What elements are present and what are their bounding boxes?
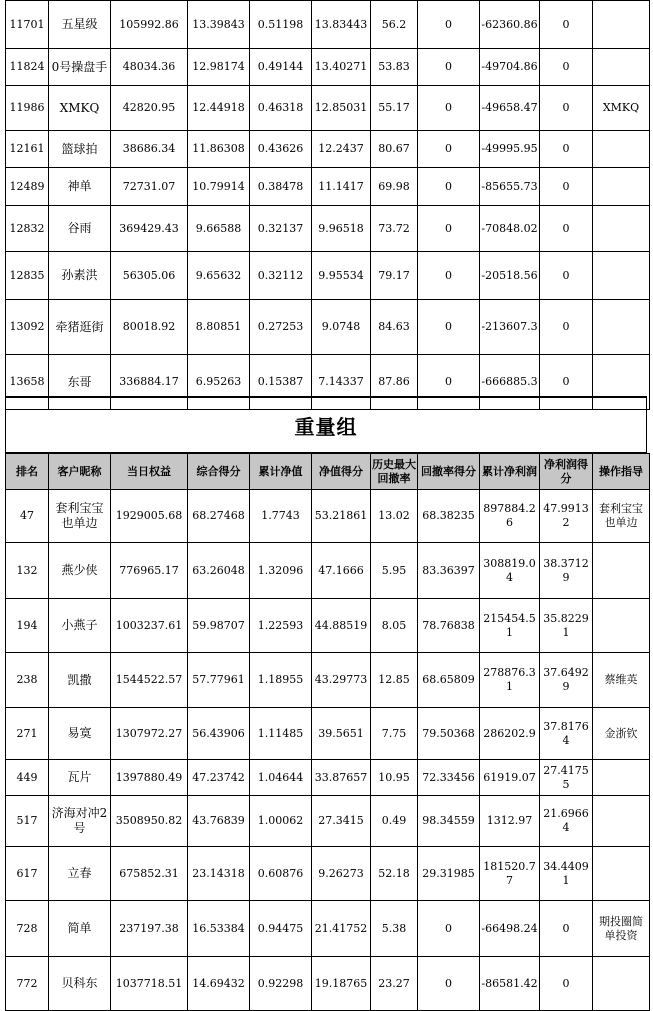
cell-equity: 675852.31	[111, 847, 188, 901]
cell-net-value-score: 12.2437	[312, 131, 371, 168]
cell-total-score: 12.44918	[188, 86, 250, 131]
cell-rank: 617	[6, 847, 49, 901]
table-row	[6, 206, 650, 252]
cell-profit-score: 0	[540, 901, 593, 957]
cell-net-value: 0.27253	[250, 300, 312, 355]
cell-max-drawdown: 79.17	[371, 252, 418, 300]
cell-guidance	[593, 252, 650, 300]
cell-net-value: 1.00062	[250, 796, 312, 847]
cell-guidance: XMKQ	[593, 86, 650, 131]
table-row	[6, 901, 650, 957]
table-row	[6, 131, 650, 168]
cell-net-value-score: 39.5651	[312, 708, 371, 760]
cell-net-value: 0.92298	[250, 957, 312, 1011]
cell-net-value-score: 47.1666	[312, 543, 371, 599]
cell-max-drawdown: 55.17	[371, 86, 418, 131]
cell-rank: 12835	[6, 252, 49, 300]
table-row	[6, 300, 650, 355]
cell-total-score: 13.39843	[188, 1, 250, 49]
cell-total-score: 10.79914	[188, 168, 250, 206]
cell-net-value-score: 9.96518	[312, 206, 371, 252]
cell-net-value-score: 9.95534	[312, 252, 371, 300]
cell-rank: 11986	[6, 86, 49, 131]
cell-net-value: 1.18955	[250, 653, 312, 708]
cell-nickname: 凯撒	[49, 653, 111, 708]
cell-guidance: 期投圈简单投资	[593, 901, 650, 957]
cell-net-profit: -20518.56	[480, 252, 540, 300]
cell-net-value: 0.94475	[250, 901, 312, 957]
cell-net-value: 0.38478	[250, 168, 312, 206]
cell-guidance	[593, 760, 650, 796]
cell-net-value-score: 11.1417	[312, 168, 371, 206]
cell-drawdown-score: 0	[418, 1, 480, 49]
cell-profit-score: 0	[540, 206, 593, 252]
cell-rank: 194	[6, 599, 49, 653]
cell-equity: 80018.92	[111, 300, 188, 355]
cell-guidance	[593, 599, 650, 653]
cell-guidance	[593, 1, 650, 49]
cell-nickname: 小燕子	[49, 599, 111, 653]
cell-rank: 271	[6, 708, 49, 760]
cell-rank: 47	[6, 490, 49, 543]
cell-nickname: 0号操盘手	[49, 49, 111, 86]
cell-total-score: 8.80851	[188, 300, 250, 355]
cell-net-profit: -62360.86	[480, 1, 540, 49]
cell-net-value-score: 9.0748	[312, 300, 371, 355]
cell-equity: 1397880.49	[111, 760, 188, 796]
cell-drawdown-score: 78.76838	[418, 599, 480, 653]
cell-rank: 517	[6, 796, 49, 847]
cell-rank: 728	[6, 901, 49, 957]
header-max-drawdown: 历史最大回撤率	[371, 454, 418, 490]
cell-total-score: 43.76839	[188, 796, 250, 847]
cell-drawdown-score: 83.36397	[418, 543, 480, 599]
cell-net-value-score: 43.29773	[312, 653, 371, 708]
cell-guidance	[593, 168, 650, 206]
cell-nickname: 神单	[49, 168, 111, 206]
cell-net-value: 0.51198	[250, 1, 312, 49]
ranking-table-upper	[5, 0, 650, 410]
cell-equity: 48034.36	[111, 49, 188, 86]
cell-equity: 38686.34	[111, 131, 188, 168]
cell-equity: 1037718.51	[111, 957, 188, 1011]
header-rank: 排名	[6, 454, 49, 490]
cell-equity: 3508950.82	[111, 796, 188, 847]
cell-total-score: 12.98174	[188, 49, 250, 86]
cell-drawdown-score: 0	[418, 300, 480, 355]
header-total-score: 综合得分	[188, 454, 250, 490]
cell-profit-score: 0	[540, 168, 593, 206]
ranking-table-heavy-group	[5, 453, 650, 1011]
cell-total-score: 59.98707	[188, 599, 250, 653]
cell-guidance	[593, 796, 650, 847]
cell-guidance	[593, 543, 650, 599]
cell-net-value: 1.32096	[250, 543, 312, 599]
table-row	[6, 847, 650, 901]
cell-nickname: 易寞	[49, 708, 111, 760]
cell-guidance: 蔡维英	[593, 653, 650, 708]
cell-profit-score: 0	[540, 49, 593, 86]
header-guidance: 操作指导	[593, 454, 650, 490]
cell-net-profit: -86581.42	[480, 957, 540, 1011]
cell-guidance	[593, 49, 650, 86]
table-row	[6, 708, 650, 760]
table-row	[6, 599, 650, 653]
cell-net-profit: 308819.04	[480, 543, 540, 599]
table-row	[6, 957, 650, 1011]
cell-max-drawdown: 7.75	[371, 708, 418, 760]
cell-net-value: 0.49144	[250, 49, 312, 86]
cell-equity: 105992.86	[111, 1, 188, 49]
header-net-profit: 累计净利润	[480, 454, 540, 490]
cell-max-drawdown: 69.98	[371, 168, 418, 206]
cell-net-value: 0.43626	[250, 131, 312, 168]
header-nickname: 客户昵称	[49, 454, 111, 490]
cell-max-drawdown: 5.95	[371, 543, 418, 599]
cell-profit-score: 27.41755	[540, 760, 593, 796]
cell-net-profit: -49704.86	[480, 49, 540, 86]
cell-max-drawdown: 80.67	[371, 131, 418, 168]
cell-max-drawdown: 5.38	[371, 901, 418, 957]
cell-profit-score: 47.99132	[540, 490, 593, 543]
cell-max-drawdown: 12.85	[371, 653, 418, 708]
cell-equity: 1929005.68	[111, 490, 188, 543]
cell-total-score: 57.77961	[188, 653, 250, 708]
cell-drawdown-score: 0	[418, 957, 480, 1011]
cell-net-value: 0.32137	[250, 206, 312, 252]
cell-profit-score: 0	[540, 86, 593, 131]
table-row	[6, 653, 650, 708]
cell-rank: 13092	[6, 300, 49, 355]
cell-max-drawdown: 10.95	[371, 760, 418, 796]
cell-net-profit: 278876.31	[480, 653, 540, 708]
cell-guidance	[593, 206, 650, 252]
cell-total-score: 9.66588	[188, 206, 250, 252]
cell-drawdown-score: 0	[418, 49, 480, 86]
cell-drawdown-score: 0	[418, 252, 480, 300]
cell-drawdown-score: 29.31985	[418, 847, 480, 901]
cell-total-score: 11.86308	[188, 131, 250, 168]
cell-max-drawdown: 84.63	[371, 300, 418, 355]
cell-nickname: 贝科东	[49, 957, 111, 1011]
header-equity: 当日权益	[111, 454, 188, 490]
cell-profit-score: 21.69664	[540, 796, 593, 847]
header-net-value: 累计净值	[250, 454, 312, 490]
cell-equity: 776965.17	[111, 543, 188, 599]
cell-total-score: 6.95263	[188, 355, 250, 410]
cell-equity: 336884.17	[111, 355, 188, 410]
cell-net-profit: 215454.51	[480, 599, 540, 653]
cell-net-value: 1.04644	[250, 760, 312, 796]
cell-rank: 12832	[6, 206, 49, 252]
cell-total-score: 14.69432	[188, 957, 250, 1011]
cell-drawdown-score: 0	[418, 168, 480, 206]
cell-nickname: 谷雨	[49, 206, 111, 252]
cell-max-drawdown: 87.86	[371, 355, 418, 410]
cell-net-value: 0.60876	[250, 847, 312, 901]
cell-nickname: 东哥	[49, 355, 111, 410]
cell-rank: 12489	[6, 168, 49, 206]
cell-net-profit: -213607.3	[480, 300, 540, 355]
cell-total-score: 56.43906	[188, 708, 250, 760]
cell-net-value-score: 19.18765	[312, 957, 371, 1011]
section-title: 重量组	[294, 414, 358, 439]
cell-net-value: 0.32112	[250, 252, 312, 300]
cell-profit-score: 35.82291	[540, 599, 593, 653]
cell-net-value-score: 21.41752	[312, 901, 371, 957]
cell-max-drawdown: 23.27	[371, 957, 418, 1011]
cell-profit-score: 34.44091	[540, 847, 593, 901]
cell-guidance	[593, 957, 650, 1011]
cell-max-drawdown: 52.18	[371, 847, 418, 901]
cell-net-value-score: 13.83443	[312, 1, 371, 49]
cell-nickname: 篮球拍	[49, 131, 111, 168]
header-profit-score: 净利润得分	[540, 454, 593, 490]
cell-max-drawdown: 0.49	[371, 796, 418, 847]
cell-guidance	[593, 847, 650, 901]
table-row	[6, 1, 650, 49]
cell-profit-score: 0	[540, 1, 593, 49]
cell-profit-score: 0	[540, 957, 593, 1011]
cell-total-score: 47.23742	[188, 760, 250, 796]
cell-rank: 772	[6, 957, 49, 1011]
cell-profit-score: 37.81764	[540, 708, 593, 760]
cell-total-score: 9.65632	[188, 252, 250, 300]
cell-net-value-score: 12.85031	[312, 86, 371, 131]
cell-net-value-score: 53.21861	[312, 490, 371, 543]
cell-net-profit: 897884.26	[480, 490, 540, 543]
cell-rank: 238	[6, 653, 49, 708]
cell-drawdown-score: 79.50368	[418, 708, 480, 760]
cell-drawdown-score: 98.34559	[418, 796, 480, 847]
cell-net-profit: -49995.95	[480, 131, 540, 168]
cell-nickname: 燕少侠	[49, 543, 111, 599]
table-row	[6, 760, 650, 796]
section-title-band	[5, 396, 647, 453]
cell-equity: 1544522.57	[111, 653, 188, 708]
cell-net-value-score: 9.26273	[312, 847, 371, 901]
header-drawdown-score: 回撤率得分	[418, 454, 480, 490]
cell-net-profit: 286202.9	[480, 708, 540, 760]
cell-equity: 237197.38	[111, 901, 188, 957]
table-header-row	[6, 454, 650, 490]
cell-nickname: 孙素洪	[49, 252, 111, 300]
cell-net-profit: 181520.77	[480, 847, 540, 901]
cell-max-drawdown: 8.05	[371, 599, 418, 653]
cell-net-value: 1.22593	[250, 599, 312, 653]
cell-net-profit: -85655.73	[480, 168, 540, 206]
cell-net-value: 1.7743	[250, 490, 312, 543]
cell-equity: 369429.43	[111, 206, 188, 252]
cell-guidance: 金浙钦	[593, 708, 650, 760]
cell-rank: 132	[6, 543, 49, 599]
cell-rank: 13658	[6, 355, 49, 410]
table-row	[6, 168, 650, 206]
cell-nickname: 套利宝宝也单边	[49, 490, 111, 543]
cell-rank: 12161	[6, 131, 49, 168]
table-row	[6, 796, 650, 847]
cell-net-value-score: 44.88519	[312, 599, 371, 653]
cell-nickname: 瓦片	[49, 760, 111, 796]
cell-net-profit: -70848.02	[480, 206, 540, 252]
cell-profit-score: 38.37129	[540, 543, 593, 599]
header-net-value-score: 净值得分	[312, 454, 371, 490]
table-row	[6, 543, 650, 599]
cell-equity: 42820.95	[111, 86, 188, 131]
table-row	[6, 252, 650, 300]
cell-net-value-score: 13.40271	[312, 49, 371, 86]
table-row	[6, 86, 650, 131]
cell-profit-score: 0	[540, 131, 593, 168]
cell-profit-score: 0	[540, 252, 593, 300]
table-row	[6, 49, 650, 86]
cell-net-profit: -49658.47	[480, 86, 540, 131]
cell-profit-score: 37.64929	[540, 653, 593, 708]
cell-rank: 11824	[6, 49, 49, 86]
table-row	[6, 490, 650, 543]
cell-total-score: 16.53384	[188, 901, 250, 957]
cell-nickname: 立春	[49, 847, 111, 901]
cell-max-drawdown: 56.2	[371, 1, 418, 49]
cell-net-value-score: 33.87657	[312, 760, 371, 796]
cell-net-value-score: 7.14337	[312, 355, 371, 410]
cell-max-drawdown: 13.02	[371, 490, 418, 543]
cell-total-score: 68.27468	[188, 490, 250, 543]
cell-profit-score: 0	[540, 355, 593, 410]
cell-profit-score: 0	[540, 300, 593, 355]
cell-net-profit: 61919.07	[480, 760, 540, 796]
cell-equity: 56305.06	[111, 252, 188, 300]
cell-drawdown-score: 0	[418, 901, 480, 957]
cell-guidance	[593, 131, 650, 168]
cell-nickname: 简单	[49, 901, 111, 957]
cell-drawdown-score: 0	[418, 206, 480, 252]
cell-drawdown-score: 72.33456	[418, 760, 480, 796]
cell-net-profit: -66498.24	[480, 901, 540, 957]
cell-drawdown-score: 68.38235	[418, 490, 480, 543]
cell-net-value: 1.11485	[250, 708, 312, 760]
cell-max-drawdown: 53.83	[371, 49, 418, 86]
cell-net-value-score: 27.3415	[312, 796, 371, 847]
cell-guidance	[593, 300, 650, 355]
cell-net-profit: -666885.3	[480, 355, 540, 410]
cell-equity: 1003237.61	[111, 599, 188, 653]
cell-drawdown-score: 0	[418, 86, 480, 131]
cell-drawdown-score: 0	[418, 355, 480, 410]
cell-drawdown-score: 0	[418, 131, 480, 168]
cell-net-value: 0.15387	[250, 355, 312, 410]
cell-nickname: XMKQ	[49, 86, 111, 131]
cell-equity: 1307972.27	[111, 708, 188, 760]
cell-max-drawdown: 73.72	[371, 206, 418, 252]
cell-nickname: 五星级	[49, 1, 111, 49]
cell-total-score: 63.26048	[188, 543, 250, 599]
cell-rank: 11701	[6, 1, 49, 49]
cell-equity: 72731.07	[111, 168, 188, 206]
cell-total-score: 23.14318	[188, 847, 250, 901]
cell-guidance: 套利宝宝也单边	[593, 490, 650, 543]
cell-net-profit: 1312.97	[480, 796, 540, 847]
cell-nickname: 牵猪逛街	[49, 300, 111, 355]
cell-nickname: 济海对冲2号	[49, 796, 111, 847]
cell-net-value: 0.46318	[250, 86, 312, 131]
cell-rank: 449	[6, 760, 49, 796]
cell-drawdown-score: 68.65809	[418, 653, 480, 708]
